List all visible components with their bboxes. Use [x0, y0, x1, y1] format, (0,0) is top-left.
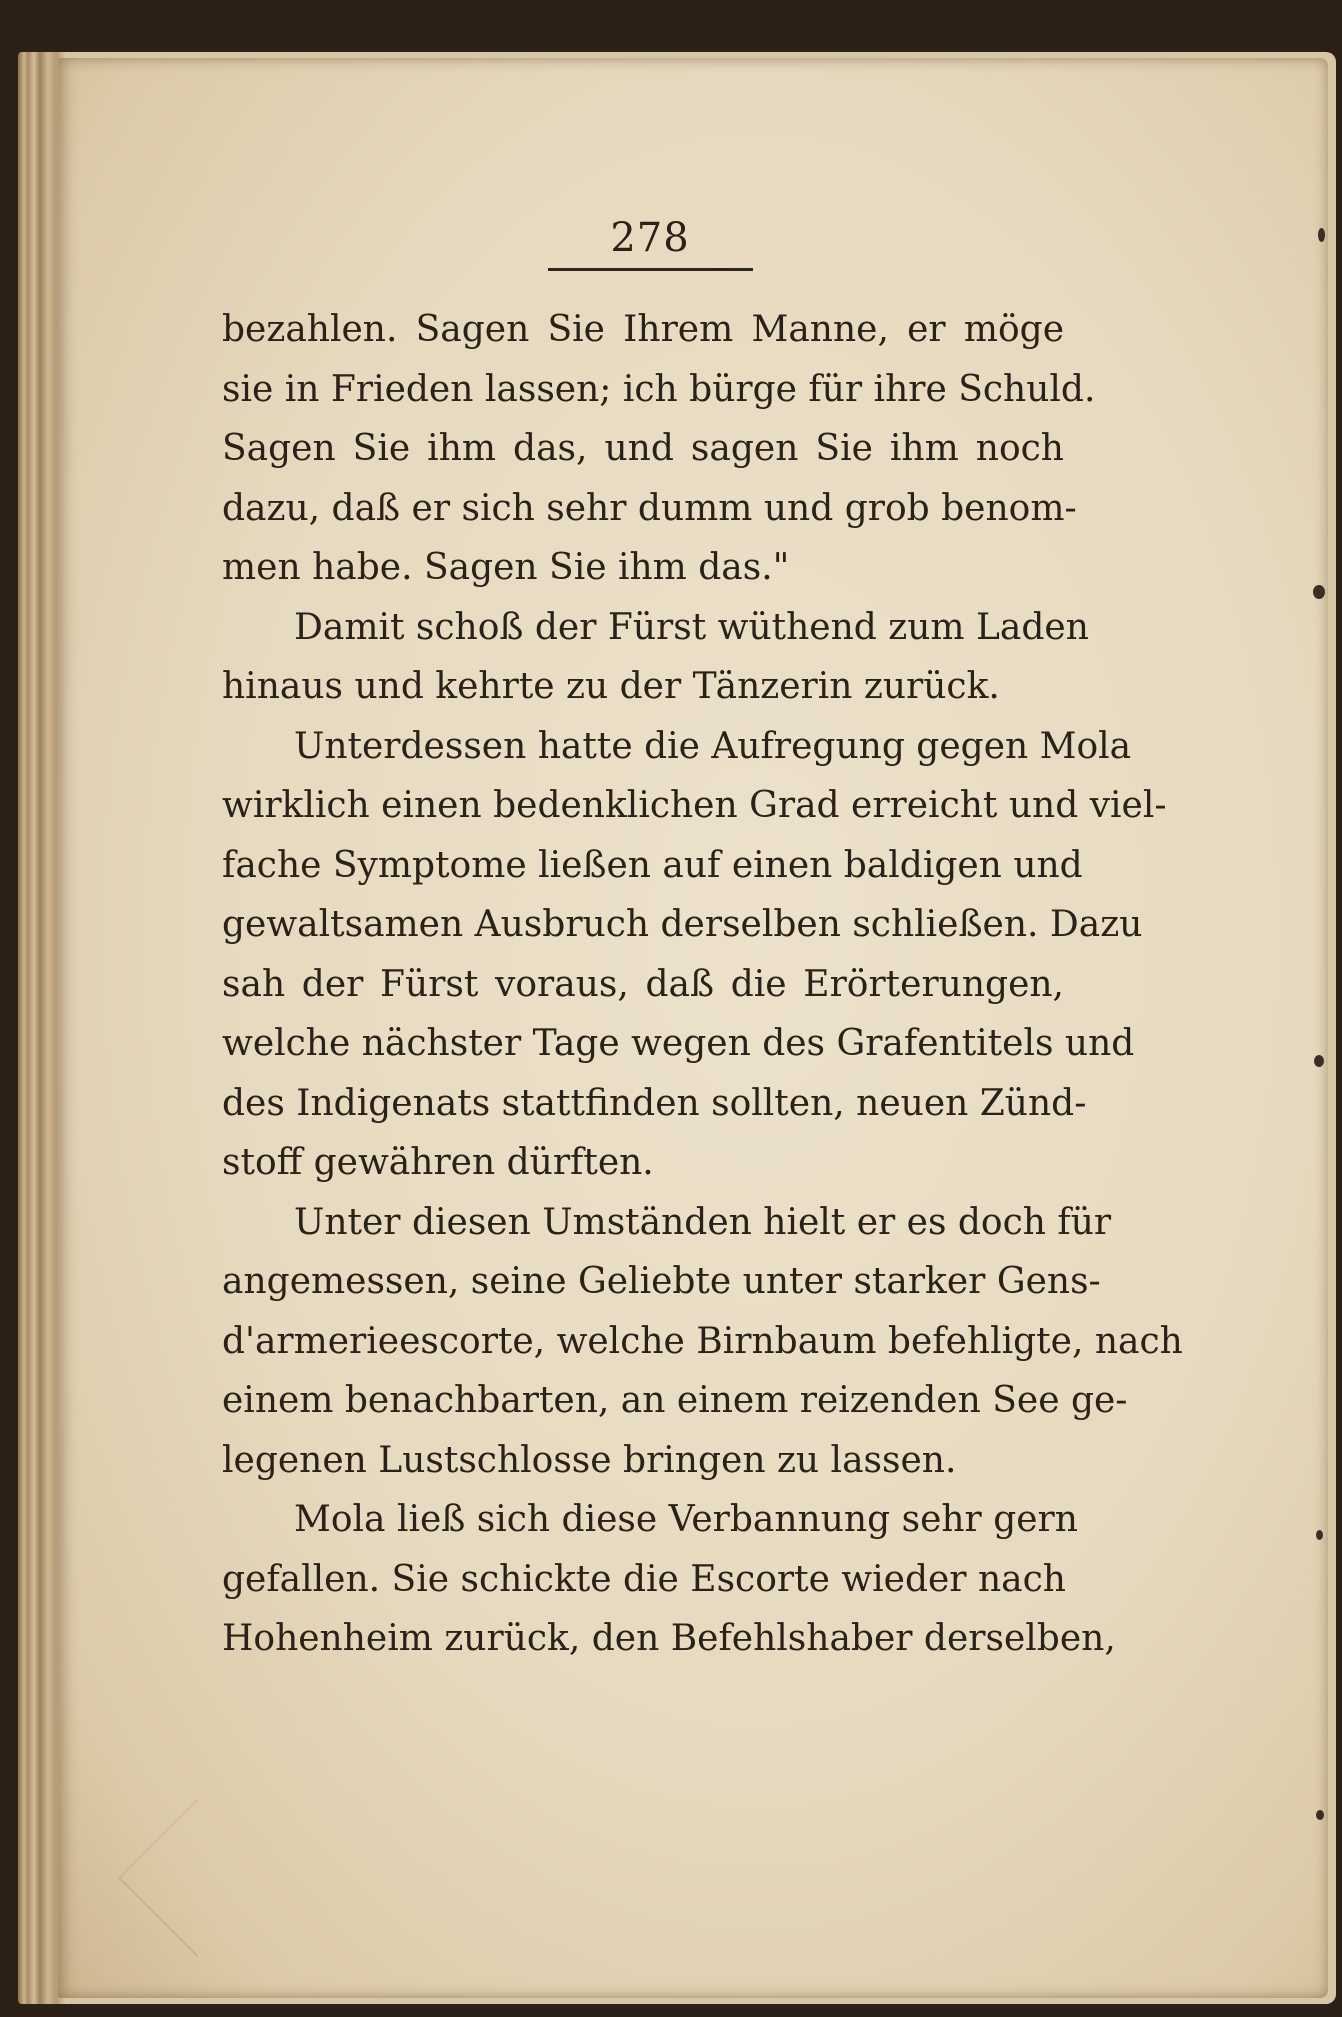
page-corner-crease: [118, 1799, 276, 1957]
text-line: bezahlen. Sagen Sie Ihrem Manne, er möge: [222, 309, 1064, 350]
text-line: gewaltsamen Ausbruch derselben schließen. Dazu: [222, 904, 1143, 945]
text-line: dazu, daß er sich sehr dumm und grob benom-: [222, 487, 1077, 529]
text-line: legenen Lustschlosse bringen zu lassen.: [222, 1439, 957, 1481]
binding-speck: [1316, 1810, 1324, 1820]
text-line: Hohenheim zurück, den Befehlshaber derselben,: [222, 1618, 1116, 1659]
text-line: hinaus und kehrte zu der Tänzerin zurück.: [222, 666, 1000, 707]
text-line: men habe. Sagen Sie ihm das.": [222, 547, 790, 588]
text-line: stoff gewähren dürften.: [222, 1142, 654, 1183]
text-line: Unter diesen Umständen hielt er es doch für: [294, 1201, 1112, 1243]
body-text: [222, 300, 1183, 1669]
text-line: fache Symptome ließen auf einen baldigen und: [222, 844, 1083, 886]
page-number: 278: [610, 215, 690, 261]
binding-speck: [1314, 1055, 1324, 1067]
text-line: wirklich einen bedenklichen Grad erreicht und viel-: [222, 785, 1167, 826]
text-line: sah der Fürst voraus, daß die Erörterungen,: [222, 963, 1064, 1005]
text-line: Unterdessen hatte die Aufregung gegen Mola: [294, 725, 1132, 767]
text-line: welche nächster Tage wegen des Grafentitels und: [222, 1023, 1135, 1064]
text-line: einem benachbarten, an einem reizenden See ge-: [222, 1380, 1128, 1421]
text-line: d'armerieescorte, welche Birnbaum befehligte, nach: [222, 1320, 1183, 1362]
text-line: angemessen, seine Geliebte unter starker Gens-: [222, 1261, 1101, 1302]
page-number-rule: [548, 268, 753, 271]
binding-speck: [1318, 228, 1325, 242]
text-line: Sagen Sie ihm das, und sagen Sie ihm noch: [222, 428, 1064, 469]
text-line: des Indigenats stattfinden sollten, neuen Zünd-: [222, 1082, 1087, 1124]
binding-speck: [1313, 585, 1325, 599]
text-line: Damit schoß der Fürst wüthend zum Laden: [294, 606, 1089, 648]
text-line: gefallen. Sie schickte die Escorte wieder nach: [222, 1558, 1066, 1600]
text-line: sie in Frieden lassen; ich bürge für ihre Schuld.: [222, 368, 1096, 410]
binding-speck: [1316, 1530, 1323, 1540]
text-line: Mola ließ sich diese Verbannung sehr gern: [294, 1499, 1078, 1540]
